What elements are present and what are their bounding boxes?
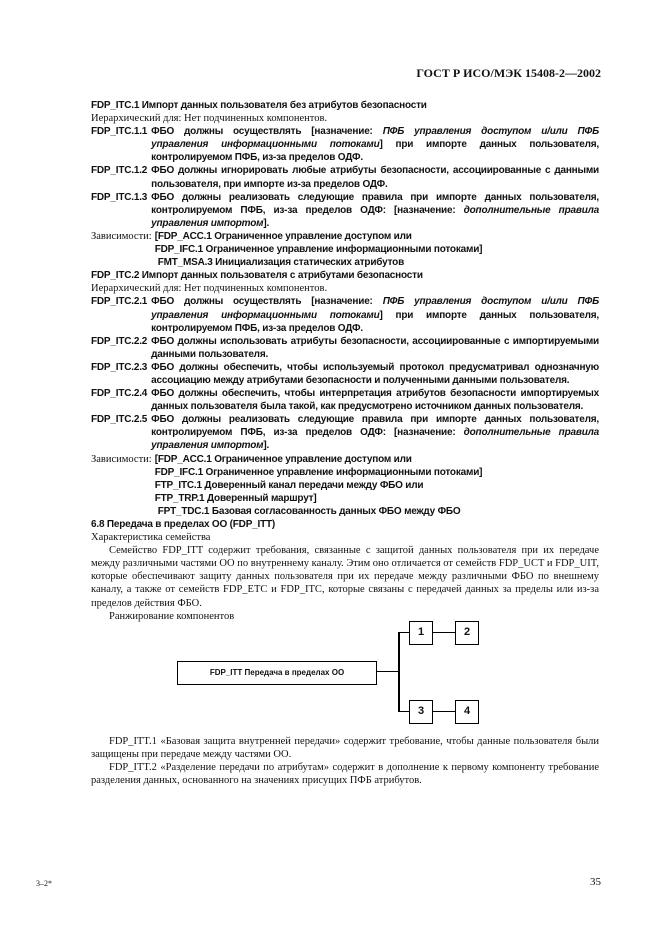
ranking-heading: Ранжирование компонентов (109, 610, 235, 622)
family-text: Семейство FDP_ITT содержит требования, связанные с защитой данных пользователя при их передаче между различными частями ОО по внутреннему каналу. Этим оно отличается от семейств FDP_UCT и FDP_UIT, которые обеспечивают защиту данных пользователя при их передаче между различными ФБО по внешнему каналу, а также от семейств FDP_ETC и FDP_ITC, которые связаны с передачей данных за пределы или из-за пределов действия ФБО. (91, 545, 599, 609)
dependencies-itc2: Зависимости: [FDP_ACC.1 Ограниченное управление доступом или FDP_IFC.1 Ограниченное управление информационными потоками] FTP_ITC.1 Доверенный канал передачи между ФБО или FTP_TRP.1 Доверенный маршрут] FPT_TDC.1 Базовая согласованность данных ФБО между ФБО (91, 453, 483, 517)
connector-line (433, 711, 455, 713)
element-itc2-3: FDP_ITC.2.3 ФБО должны обеспечить, чтобы используемый протокол предусматривал однозначную ассоциацию между атрибутами безопасности и полученными данными пользователя. (91, 361, 599, 386)
component-box-2: 2 (455, 621, 479, 645)
dependencies-itc1: Зависимости: [FDP_ACC.1 Ограниченное управление доступом или FDP_IFC.1 Ограниченное управление информационными потоками] FMT_MSA.3 Инициализация статических атрибутов (91, 230, 483, 269)
element-itc1-1: FDP_ITC.1.1 ФБО должны осуществлять [назначение: ПФБ управления доступом и/или ПФБ управления информационными потоками] при импорте данных пользователя, контролируемом ПФБ, из-за пределов ОДФ. (91, 126, 599, 164)
connector-line (398, 632, 400, 711)
connector-line (398, 632, 409, 634)
hierarchy-itc1: Иерархический для: Нет подчиненных компонентов. (91, 113, 328, 125)
family-heading: Характеристика семейства (91, 532, 211, 544)
dependency-item: FTP_ITC.1 Доверенный канал передачи между ФБО или (154, 479, 424, 491)
dependency-item: FMT_MSA.3 Инициализация статических атрибутов (157, 257, 405, 269)
component-box-3: 3 (409, 700, 433, 724)
element-itc1-3: FDP_ITC.1.3 ФБО должны реализовать следующие правила при импорте данных пользователя, контролируемом ПФБ, из-за пределов ОДФ: [назначение: дополнительные правила управления импортом]. (91, 191, 599, 229)
component-box-1: 1 (409, 621, 433, 645)
itt2-description: FDP_ITT.2 «Разделение передачи по атрибутам» содержит в дополнение к первому компоненту требование разделения данных, основанного на значениях присущих ПФБ атрибутов. (91, 761, 599, 787)
component-title-itc2: FDP_ITC.2 Импорт данных пользователя с атрибутами безопасности (91, 270, 423, 282)
dependency-item: FTP_TRP.1 Доверенный маршрут] (154, 492, 317, 504)
dependency-item: FDP_IFC.1 Ограниченное управление информационными потоками] (154, 466, 483, 478)
component-ranking-diagram (91, 627, 599, 727)
page-number: 35 (590, 876, 601, 888)
itt1-description: FDP_ITT.1 «Базовая защита внутренней передачи» содержит требование, чтобы данные пользователя были защищены при передаче между частями ОО. (91, 735, 599, 760)
element-itc1-2: FDP_ITC.1.2 ФБО должны игнорировать любые атрибуты безопасности, ассоциированные с данными пользователя, при импорте из-за пределов ОДФ. (91, 165, 599, 190)
family-box: FDP_ITT Передача в пределах ОО (177, 661, 377, 685)
element-itc2-4: FDP_ITC.2.4 ФБО должны обеспечить, чтобы интерпретация атрибутов безопасности импортируемых данных пользователя была такой, как предусмотрено источником данных пользователя. (91, 388, 599, 413)
element-itc2-5: FDP_ITC.2.5 ФБО должны реализовать следующие правила при импорте данных пользователя, контролируемом ПФБ, из-за пределов ОДФ: [назначение: дополнительные правила управления импортом]. (91, 414, 599, 452)
element-itc2-2: FDP_ITC.2.2 ФБО должны использовать атрибуты безопасности, ассоциированные с импортируемыми данными пользователя. (91, 335, 599, 360)
dependency-item: FPT_TDC.1 Базовая согласованность данных ФБО между ФБО (157, 505, 461, 517)
section-title: 6.8 Передача в пределах ОО (FDP_ITT) (91, 519, 276, 530)
component-title-itc1: FDP_ITC.1 Импорт данных пользователя без атрибутов безопасности (91, 100, 427, 111)
dependency-item: [FDP_ACC.1 Ограниченное управление доступом или (154, 453, 412, 465)
dependency-item: FDP_IFC.1 Ограниченное управление информационными потоками] (154, 244, 483, 256)
dependency-item: [FDP_ACC.1 Ограниченное управление доступом или (154, 230, 412, 242)
connector-line (433, 632, 455, 634)
element-itc2-1: FDP_ITC.2.1 ФБО должны осуществлять [назначение: ПФБ управления доступом и/или ПФБ управления информационными потоками] при импорте данных пользователя, контролируемом ПФБ, из-за пределов ОДФ. (91, 296, 599, 334)
standard-header: ГОСТ Р ИСО/МЭК 15408-2—2002 (416, 66, 601, 80)
connector-line (376, 671, 399, 673)
page-content (91, 99, 599, 787)
connector-line (398, 711, 409, 713)
component-box-4: 4 (455, 700, 479, 724)
hierarchy-itc2: Иерархический для: Нет подчиненных компонентов. (91, 283, 328, 295)
footer-mark: 3–2* (36, 879, 52, 888)
